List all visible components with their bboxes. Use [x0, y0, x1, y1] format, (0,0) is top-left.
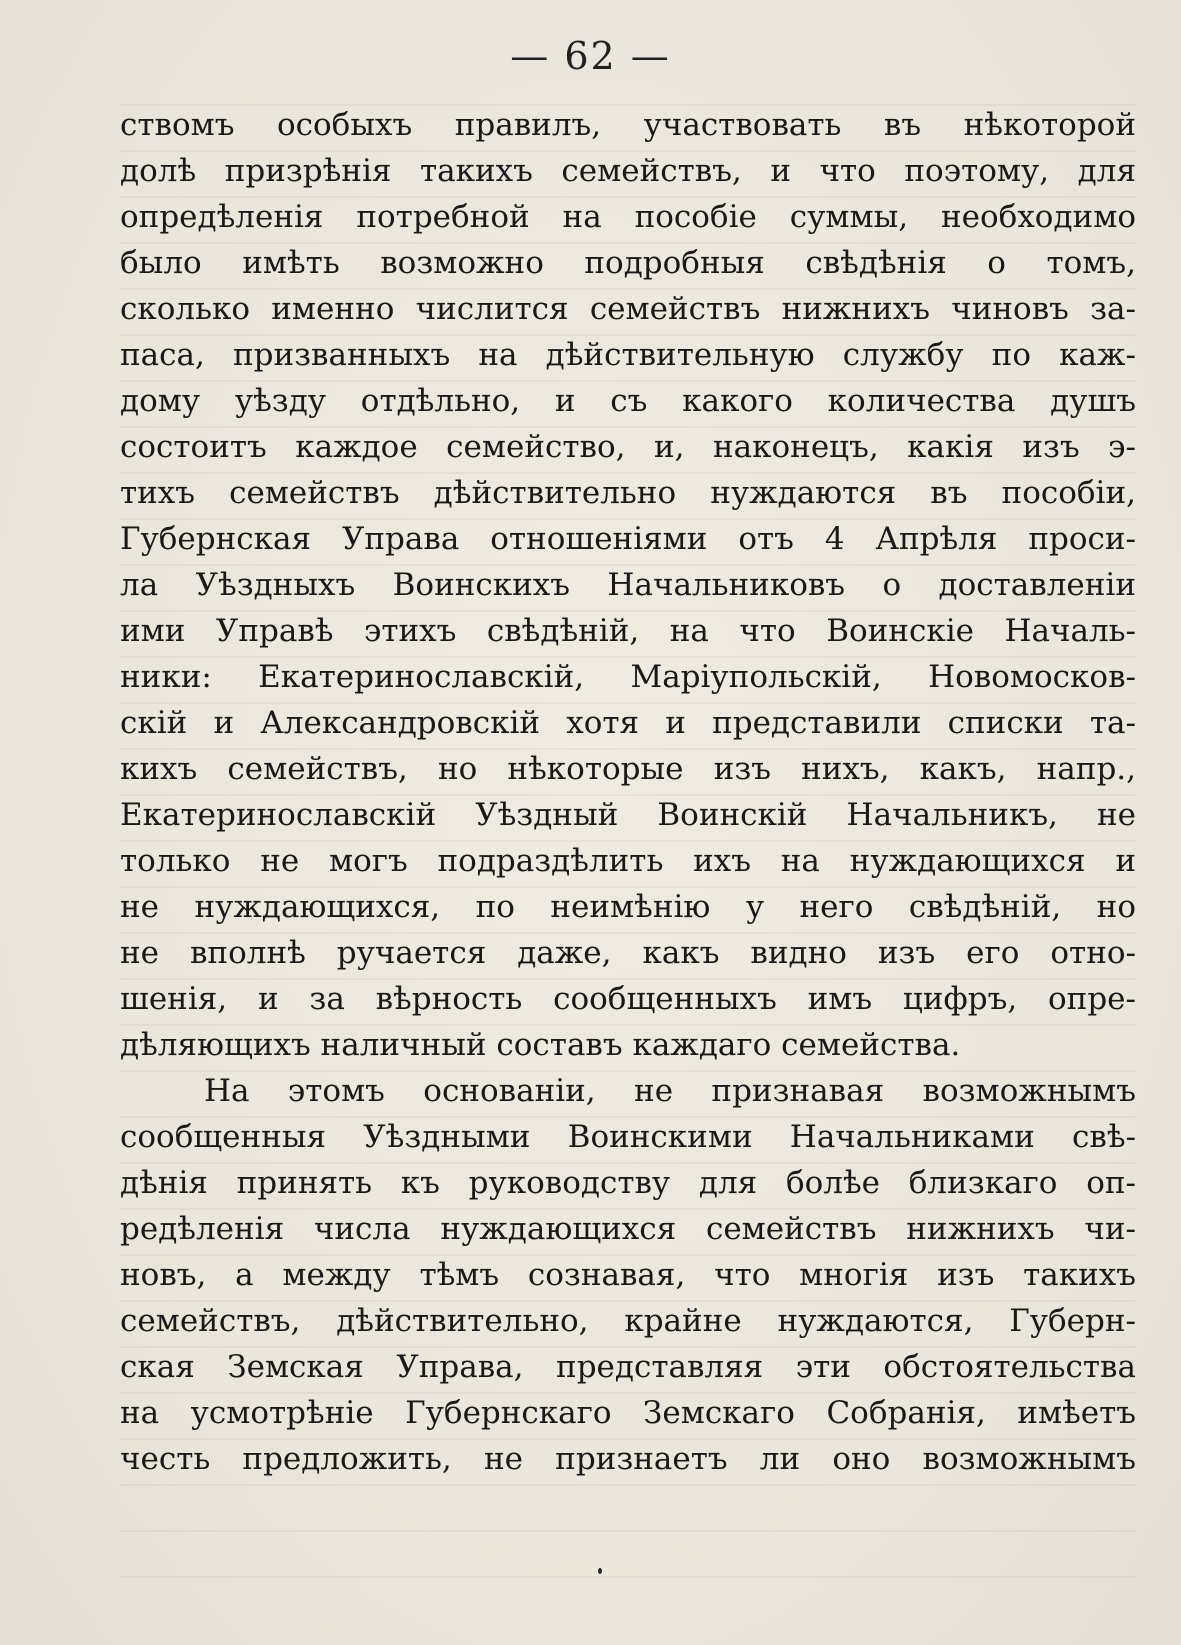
text-line: честь предложить, не признаетъ ли оно возможнымъ [120, 1441, 1136, 1477]
text-line: на усмотрѣніе Губернскаго Земскаго Собранія, имѣетъ [120, 1395, 1136, 1431]
text-line: шенія, и за вѣрность сообщенныхъ имъ цифръ, опре- [120, 981, 1136, 1017]
text-line: ла Уѣздныхъ Воинскихъ Начальниковъ о доставленіи [120, 567, 1136, 603]
text-line: кихъ семействъ, но нѣкоторые изъ нихъ, какъ, напр., [120, 751, 1136, 787]
ink-speck [598, 1568, 602, 1574]
text-line: было имѣть возможно подробныя свѣдѣнія о томъ, [120, 245, 1136, 281]
text-line: сколько именно числится семействъ нижнихъ чиновъ за- [120, 291, 1136, 327]
text-line: не нуждающихся, по неимѣнію у него свѣдѣній, но [120, 889, 1136, 925]
text-line: редѣленія числа нуждающихся семействъ нижнихъ чи- [120, 1211, 1136, 1247]
text-line: новъ, а между тѣмъ сознавая, что многія изъ такихъ [120, 1257, 1136, 1293]
text-line: не вполнѣ ручается даже, какъ видно изъ его отно- [120, 935, 1136, 971]
text-line: Екатеринославскій Уѣздный Воинскій Начальникъ, не [120, 797, 1136, 833]
text-line: ими Управѣ этихъ свѣдѣній, на что Воинскіе Началь- [120, 613, 1136, 649]
text-line: дому уѣзду отдѣльно, и съ какого количества душъ [120, 383, 1136, 419]
text-line: ники: Екатеринославскій, Маріупольскій, Новомосков- [120, 659, 1136, 695]
text-line: опредѣленія потребной на пособіе суммы, необходимо [120, 199, 1136, 235]
text-line: сообщенныя Уѣздными Воинскими Начальниками свѣ- [120, 1119, 1136, 1155]
text-line: ствомъ особыхъ правилъ, участвовать въ нѣкоторой [120, 107, 1136, 143]
paragraph-start-line: На этомъ основаніи, не признавая возможнымъ [204, 1073, 1136, 1109]
body-text [120, 102, 1136, 1482]
text-line: состоитъ каждое семейство, и, наконецъ, какія изъ э- [120, 429, 1136, 465]
text-line: паса, призванныхъ на дѣйствительную службу по каж- [120, 337, 1136, 373]
text-line: ская Земская Управа, представляя эти обстоятельства [120, 1349, 1136, 1385]
page-number: — 62 — [510, 34, 671, 78]
text-line: Губернская Управа отношеніями отъ 4 Апрѣля проси- [120, 521, 1136, 557]
text-line: дѣнія принять къ руководству для болѣе близкаго оп- [120, 1165, 1136, 1201]
text-line: скій и Александровскій хотя и представили списки та- [120, 705, 1136, 741]
paragraph-end-line: дѣляющихъ наличный составъ каждаго семейства. [120, 1027, 961, 1063]
text-line: долѣ призрѣнія такихъ семействъ, и что поэтому, для [120, 153, 1136, 189]
text-line: тихъ семействъ дѣйствительно нуждаются въ пособіи, [120, 475, 1136, 511]
text-line: только не могъ подраздѣлить ихъ на нуждающихся и [120, 843, 1136, 879]
text-line: семействъ, дѣйствительно, крайне нуждаются, Губерн- [120, 1303, 1136, 1339]
